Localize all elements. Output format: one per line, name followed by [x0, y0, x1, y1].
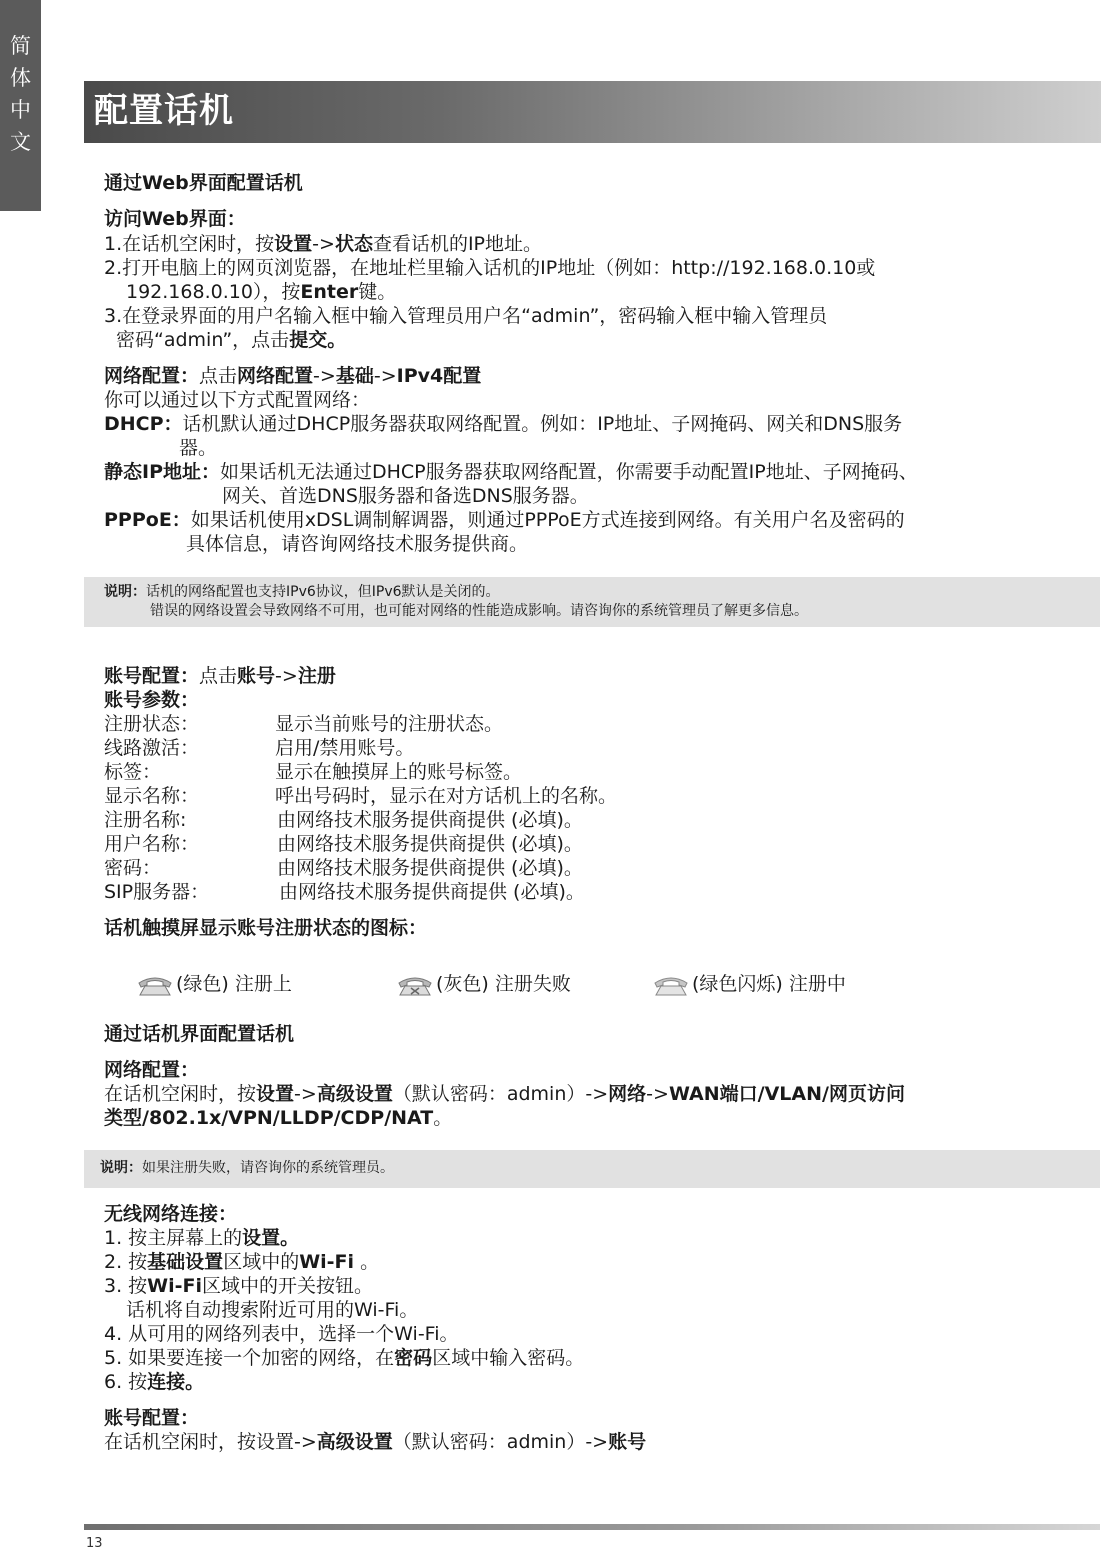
phone-network-label: 网络配置：: [104, 1059, 200, 1081]
param-desc: 由网络技术服务提供商提供 (必填)。: [277, 833, 583, 855]
dhcp-line-cont: 器。: [179, 437, 218, 459]
wireless-step-3-cont: 话机将自动搜索附近可用的Wi-Fi。: [126, 1299, 419, 1321]
param-name: 标签：: [104, 761, 162, 783]
pppoe-line-cont: 具体信息，请咨询网络技术服务提供商。: [186, 533, 529, 555]
note-box: [84, 1150, 1100, 1188]
phone-network-path: 在话机空闲时，按设置->高级设置（默认密码：admin）->网络->WAN端口/VLAN/网页访问: [104, 1083, 905, 1105]
param-name: SIP服务器：: [104, 881, 210, 903]
phone-registering-icon: [652, 974, 690, 996]
note-label: 说明：: [100, 1160, 142, 1176]
phone-registered-icon: [136, 974, 174, 996]
web-step-2: 2.打开电脑上的网页浏览器，在地址栏里输入话机的IP地址（例如：http://192.168.0.10或: [104, 257, 876, 279]
phone-network-path-cont: 类型/802.1x/VPN/LLDP/CDP/NAT。: [104, 1107, 453, 1129]
phone-config-heading: 通过话机界面配置话机: [104, 1023, 295, 1045]
status-item-failed: (灰色) 注册失败: [396, 972, 571, 996]
language-char: 简: [10, 34, 31, 58]
footer-bar: [84, 1524, 1100, 1530]
dhcp-line: DHCP：话机默认通过DHCP服务器获取网络配置。例如：IP地址、子网掩码、网关和DNS服务: [104, 413, 903, 435]
param-desc: 由网络技术服务提供商提供 (必填)。: [277, 857, 583, 879]
note-box: [84, 577, 1100, 627]
language-char: 中: [10, 98, 31, 122]
phone-account-path: 在话机空闲时，按设置->高级设置（默认密码：admin）->账号: [104, 1431, 647, 1453]
page-title: 配置话机: [94, 91, 234, 131]
wireless-step-2: 2. 按基础设置区域中的Wi-Fi 。: [104, 1251, 380, 1273]
param-name: 用户名称：: [104, 833, 200, 855]
param-desc: 呼出号码时，显示在对方话机上的名称。: [275, 785, 618, 807]
static-ip-line: 静态IP地址：如果话机无法通过DHCP服务器获取网络配置，你需要手动配置IP地址、子网掩码、: [104, 461, 918, 483]
param-name: 线路激活：: [104, 737, 200, 759]
param-name: 密码：: [104, 857, 162, 879]
wireless-label: 无线网络连接：: [104, 1203, 238, 1225]
wireless-step-3: 3. 按Wi-Fi区域中的开关按钮。: [104, 1275, 374, 1297]
phone-account-label: 账号配置：: [104, 1407, 200, 1429]
note-text: 话机的网络配置也支持IPv6协议，但IPv6默认是关闭的。: [146, 584, 500, 600]
language-tab: [0, 0, 41, 211]
pppoe-line: PPPoE：如果话机使用xDSL调制解调器，则通过PPPoE方式连接到网络。有关用户名及密码的: [104, 509, 905, 531]
account-config-path: 账号配置：点击账号->注册: [104, 665, 336, 687]
param-desc: 显示当前账号的注册状态。: [275, 713, 504, 735]
note-text: 如果注册失败，请咨询你的系统管理员。: [142, 1160, 394, 1176]
status-item-registering: (绿色闪烁) 注册中: [652, 972, 846, 996]
web-step-2-cont: 192.168.0.10），按Enter键。: [126, 281, 397, 303]
param-name: 显示名称：: [104, 785, 200, 807]
network-intro: 你可以通过以下方式配置网络：: [104, 389, 371, 411]
language-char: 体: [10, 66, 31, 90]
web-step-3: 3.在登录界面的用户名输入框中输入管理员用户名“admin”，密码输入框中输入管理员: [104, 305, 828, 327]
note-text: 错误的网络设置会导致网络不可用，也可能对网络的性能造成影响。请咨询你的系统管理员了解更多信息。: [150, 603, 808, 619]
network-config-path: 网络配置：点击网络配置->基础->IPv4配置: [104, 365, 482, 387]
status-item-registered: (绿色) 注册上: [136, 972, 292, 996]
static-ip-line-cont: 网关、首选DNS服务器和备选DNS服务器。: [222, 485, 589, 507]
web-config-heading: 通过Web界面配置话机: [104, 172, 303, 194]
note-label: 说明：: [104, 584, 146, 600]
param-name: 注册名称:: [104, 809, 187, 831]
web-step-3-cont: 密码“admin”，点击提交。: [116, 329, 347, 351]
account-params-label: 账号参数：: [104, 689, 200, 711]
param-desc: 由网络技术服务提供商提供 (必填)。: [277, 809, 583, 831]
page-number: 13: [86, 1536, 103, 1551]
language-char: 文: [10, 130, 31, 154]
wireless-step-1: 1. 按主屏幕上的设置。: [104, 1227, 300, 1249]
param-desc: 由网络技术服务提供商提供 (必填)。: [279, 881, 585, 903]
wireless-step-4: 4. 从可用的网络列表中，选择一个Wi-Fi。: [104, 1323, 459, 1345]
web-step-1: 1.在话机空闲时，按设置->状态查看话机的IP地址。: [104, 233, 543, 255]
title-bar: [84, 81, 1101, 143]
wireless-step-5: 5. 如果要连接一个加密的网络，在密码区域中输入密码。: [104, 1347, 585, 1369]
param-name: 注册状态：: [104, 713, 200, 735]
access-web-label: 访问Web界面：: [104, 208, 246, 230]
param-desc: 显示在触摸屏上的账号标签。: [275, 761, 523, 783]
phone-failed-icon: [396, 974, 434, 996]
param-desc: 启用/禁用账号。: [275, 737, 415, 759]
status-icons-label: 话机触摸屏显示账号注册状态的图标：: [104, 917, 428, 939]
wireless-step-6: 6. 按连接。: [104, 1371, 205, 1393]
